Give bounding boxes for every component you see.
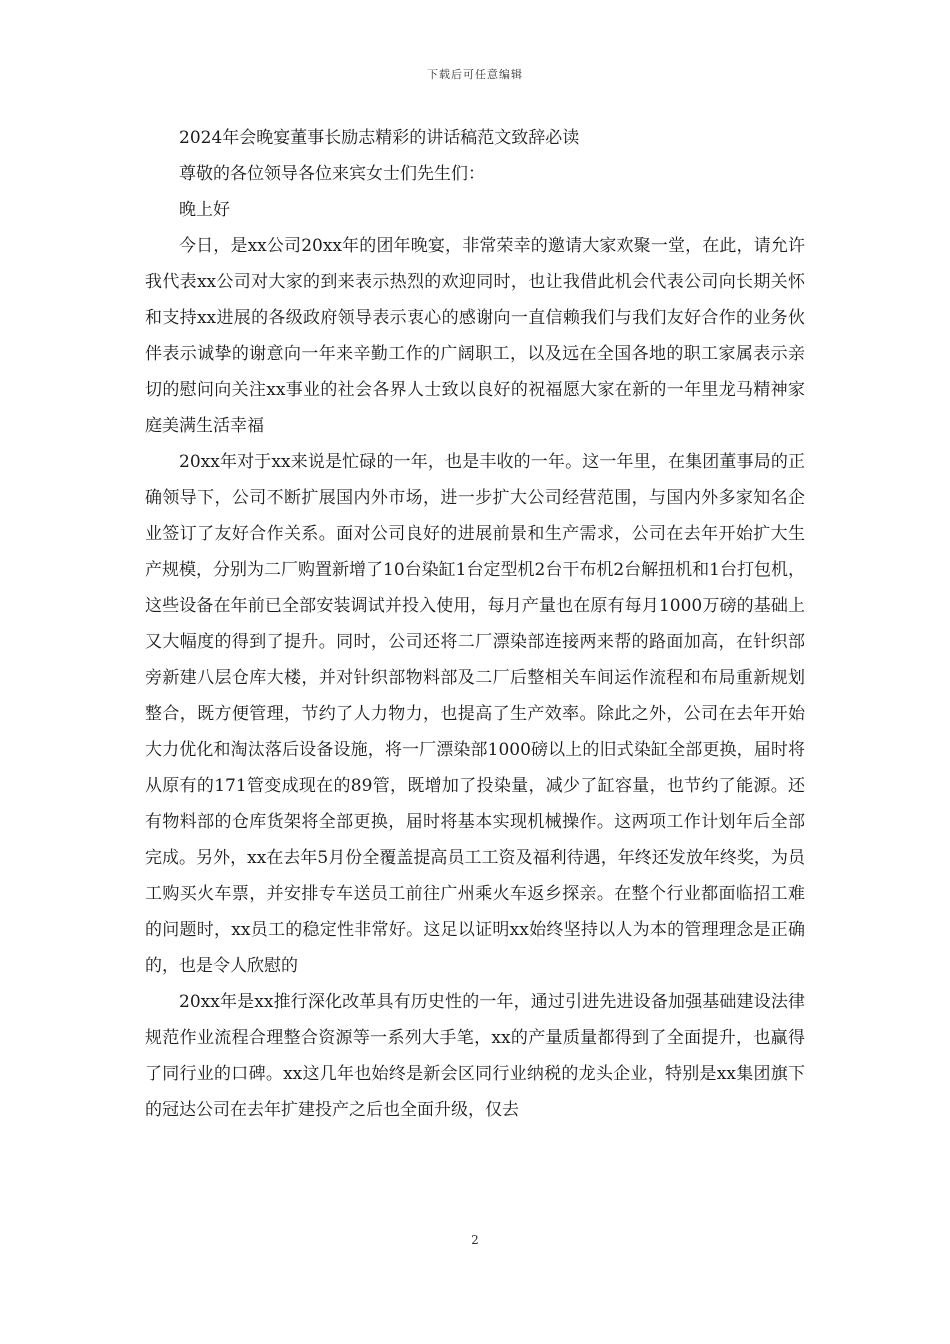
paragraph-2: 20xx年对于xx来说是忙碌的一年，也是丰收的一年。这一年里，在集团董事局的正确领导下，公司不断扩展国内外市场，进一步扩大公司经营范围，与国内外多家知名企业签订了友好合作关系。面对公司良好的进展前景和生产需求，公司在去年开始扩大生产规模，分别为二厂购置新增了10台染缸1台定型机2台干布机2台解扭机和1台打包机，这些设备在年前已全部安装调试并投入使用，每月产量也在原有每月1000万磅的基础上又大幅度的得到了提升。同时，公司还将二厂漂染部连接两来帮的路面加高，在针织部旁新建八层仓库大楼，并对针织部物料部及二厂后整相关车间运作流程和布局重新规划整合，既方便管理，节约了人力物力，也提高了生产效率。除此之外，公司在去年开始大力优化和淘汰落后设备设施，将一厂漂染部1000磅以上的旧式染缸全部更换，届时将从原有的171管变成现在的89管，既增加了投染量，减少了缸容量，也节约了能源。还有物料部的仓库货架将全部更换，届时将基本实现机械操作。这两项工作计划年后全部完成。另外，xx在去年5月份全覆盖提高员工工资及福利待遇，年终还发放年终奖，为员工购买火车票，并安排专车送员工前往广州乘火车返乡探亲。在整个行业都面临招工难的问题时，xx员工的稳定性非常好。这足以证明xx始终坚持以人为本的管理理念是正确的，也是令人欣慰的: [145, 452, 805, 976]
salutation: 尊敬的各位领导各位来宾女士们先生们：: [179, 164, 485, 184]
document-title: 2024年会晚宴董事长励志精彩的讲话稿范文致辞必读: [179, 128, 580, 148]
page-number: 2: [471, 1233, 479, 1247]
greeting: 晚上好: [179, 200, 230, 220]
paragraph-1: 今日，是xx公司20xx年的团年晚宴，非常荣幸的邀请大家欢聚一堂，在此，请允许我代表xx公司对大家的到来表示热烈的欢迎同时，也让我借此机会代表公司向长期关怀和支持xx进展的各级政府领导表示衷心的感谢向一直信赖我们与我们友好合作的业务伙伴表示诚挚的谢意向一年来辛勤工作的广阔职工，以及远在全国各地的职工家属表示亲切的慰问向关注xx事业的社会各界人士致以良好的祝福愿大家在新的一年里龙马精神家庭美满生活幸福: [145, 236, 805, 436]
page-header-note: 下载后可任意编辑: [427, 68, 523, 81]
document-body: [145, 120, 805, 1128]
paragraph-3: 20xx年是xx推行深化改革具有历史性的一年，通过引进先进设备加强基础建设法律规范作业流程合理整合资源等一系列大手笔，xx的产量质量都得到了全面提升，也赢得了同行业的口碑。xx这几年也始终是新会区同行业纳税的龙头企业，特别是xx集团旗下的冠达公司在去年扩建投产之后也全面升级，仅去: [145, 992, 805, 1120]
